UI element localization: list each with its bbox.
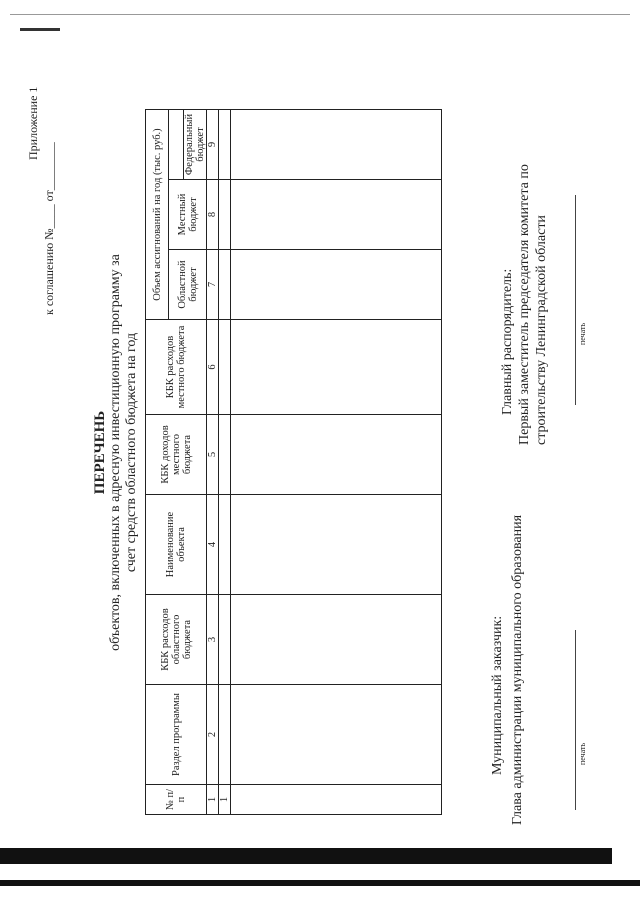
table-cell (219, 595, 231, 685)
col-num-9: 9 (207, 110, 219, 180)
signature-line-right (575, 195, 576, 405)
stamp-label-left: печать (578, 742, 587, 765)
header-kbk-exp-local: КБК расходов местного бюджета (146, 320, 207, 415)
header-num: № п/п (146, 785, 207, 815)
col-number-row (207, 110, 219, 815)
table-cell (231, 250, 442, 320)
table-cell (231, 320, 442, 415)
municipal-customer-label: Муниципальный заказчик: (490, 615, 505, 775)
title-line-2: счет средств областного бюджета на год (124, 332, 139, 573)
header-object-name: Наименование объекта (146, 495, 207, 595)
table-row (231, 110, 442, 815)
header-federal-spacer (169, 110, 184, 180)
col-num-3: 3 (207, 595, 219, 685)
table-cell (231, 595, 442, 685)
chief-administrator-title-2: строительству Ленинградской области (534, 215, 549, 445)
table-cell (219, 685, 231, 785)
col-num-8: 8 (207, 180, 219, 250)
col-num-1: 1 (207, 785, 219, 815)
table-cell (231, 495, 442, 595)
header-kbk-inc-local: КБК доходов местного бюджета (146, 415, 207, 495)
col-num-7: 7 (207, 250, 219, 320)
table-cell (219, 495, 231, 595)
header-section: Раздел программы (146, 685, 207, 785)
header-regional: Областной бюджет (169, 250, 207, 320)
stamp-label-right: печать (578, 322, 587, 345)
col-num-4: 4 (207, 495, 219, 595)
header-alloc-group: Объем ассигнований на год (тыс. руб.) (146, 110, 169, 320)
header-local: Местный бюджет (169, 180, 207, 250)
header-row-1 (146, 110, 169, 815)
col-num-6: 6 (207, 320, 219, 415)
table-cell (231, 685, 442, 785)
municipal-customer-title: Глава администрации муниципального образования (510, 514, 525, 825)
agreement-line: к соглашению №____ от________ (42, 142, 56, 315)
appendix-label: Приложение 1 (26, 86, 40, 160)
title-line-1: объектов, включенных в адресную инвестиционную программу за (108, 254, 123, 651)
header-kbk-exp-regional: КБК расходов областного бюджета (146, 595, 207, 685)
table-cell (219, 415, 231, 495)
col-num-2: 2 (207, 685, 219, 785)
signature-line-left (575, 630, 576, 810)
table-cell (219, 110, 231, 180)
table-cell (231, 110, 442, 180)
objects-table (145, 109, 442, 815)
table-cell (219, 250, 231, 320)
header-federal: Федеральный бюджет (184, 110, 207, 180)
chief-administrator-label: Главный распорядитель: (500, 268, 515, 415)
table-cell (231, 415, 442, 495)
row-mark: 1 (219, 785, 231, 815)
table-cell (231, 785, 442, 815)
col-num-5: 5 (207, 415, 219, 495)
table-cell (219, 320, 231, 415)
document-title: ПЕРЕЧЕНЬ (92, 410, 108, 495)
chief-administrator-title-1: Первый заместитель председателя комитета по (517, 164, 532, 445)
table-cell (231, 180, 442, 250)
table-row (219, 110, 231, 815)
table-cell (219, 180, 231, 250)
